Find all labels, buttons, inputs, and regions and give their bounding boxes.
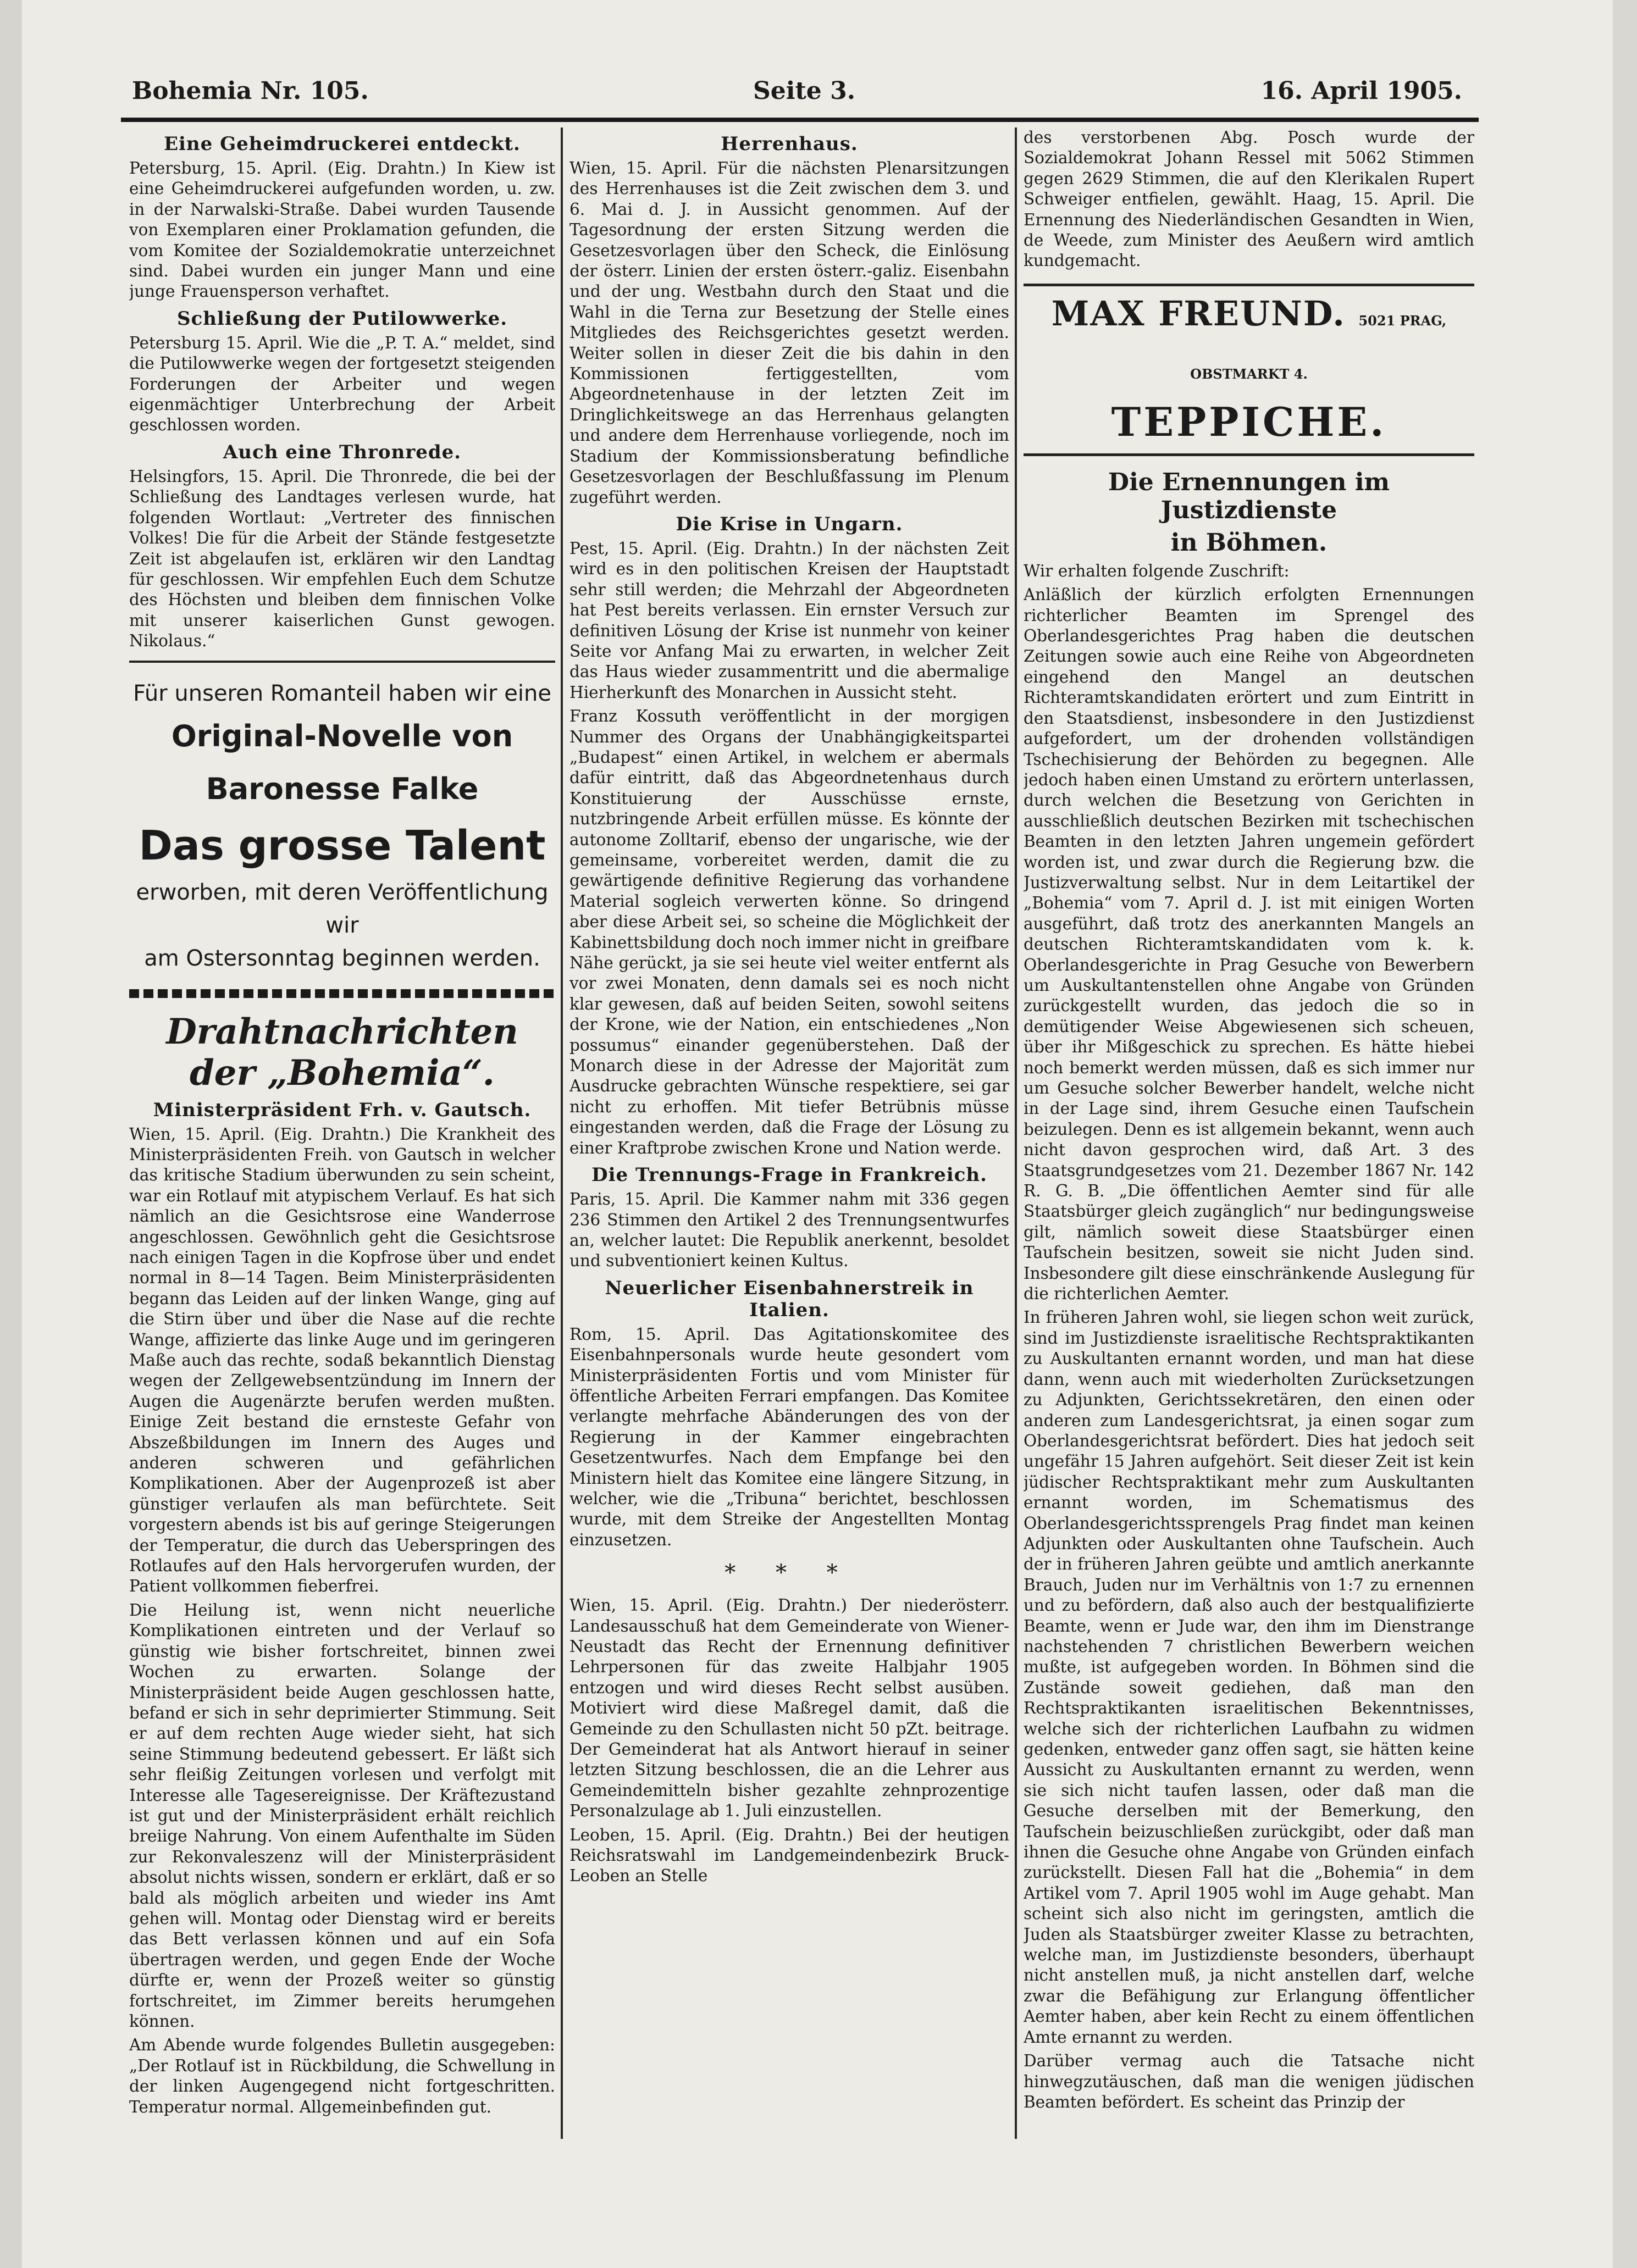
separator-stars: * * * — [725, 1560, 854, 1586]
article-text: Helsingfors, 15. April. Die Thronrede, die bei der Schließung des Landtages verlesen wurde, hat folgenden Wortlaut: „Vertreter des finnischen Volkes! Die für die Arbeit der Stände festgesetzte Zeit ist abgelaufen ist, erklären wir den Landtag für geschlossen. Wir empfehlen Euch dem Schutze des Höchsten und bleiben dem finnischen Volke mit unserer kaiserlichen Gunst gewogen. Nikolaus.“ — [129, 467, 555, 651]
issue-date: 16. April 1905. — [1260, 77, 1462, 105]
advertisement — [1024, 284, 1474, 456]
article-text: Wien, 15. April. (Eig. Drahtn.) Der niederösterr. Landesausschuß hat dem Gemeinderate von Wiener-Neustadt das Recht der Ernennung definitiver Lehrpersonen für das zweite Halbjahr 1905 entzogen und wird dieses Recht selbst ausüben. Motiviert wird diese Maßregel damit, daß die Gemeinde zu den Schullasten nicht 50 pZt. beitrage. Der Gemeinderat hat als Antwort hierauf in seiner letzten Sitzung beschlossen, die an die Lehrer aus Gemeindemitteln bisher gezahlte zehnprozentige Personalzulage ab 1. Juli einzustellen. — [569, 1596, 1009, 1821]
advertiser-name: MAX FREUND. — [1051, 293, 1346, 334]
advertised-product: TEPPICHE. — [1111, 398, 1387, 445]
ornamental-divider — [129, 989, 555, 998]
column-rule — [1015, 127, 1017, 2139]
column-middle — [569, 127, 1009, 2150]
article-heading: Eine Geheimdruckerei entdeckt. — [164, 133, 521, 155]
article-text: Anläßlich der kürzlich erfolgten Ernennungen richterlicher Beamten im Sprengel des Oberlandesgerichtes Prag haben die deutschen Zeitungen sowie auch eine Reihe von Abgeordneten eingehend den Mangel an deutschen Richteramtskandidaten erörtert und zum Eintritt in den Staatsdienst, insbesondere in den Justizdienst aufgefordert, um der drohenden vollständigen Tschechisierung der Behörden zu begegnen. Alle jedoch haben einen Umstand zu erörtern unterlassen, durch welchen die Besetzung von Gerichten in ausschließlich deutschen Bezirken mit tschechischen Beamten in den letzten Jahren ungemein gefördert worden ist, und zwar durch die Regierung bzw. die Justizverwaltung selbst. Nur in dem Leitartikel der „Bohemia“ vom 7. April d. J. ist mit einigen Worten ausgeführt, daß trotz des anerkannten Mangels an deutschen Richteramtskandidaten vom k. k. Oberlandesgerichte in Prag Gesuche von Bewerbern um Auskultantenstellen ohne Angabe von Gründen zurückgestellt wurden, das jedoch die so in demütigender Weise Abgewiesenen sich scheuen, über ihr Mißgeschick zu sprechen. Es hätte hiebei noch bemerkt werden müssen, daß es sich immer nur um Gesuche solcher Bewerber handelt, welche nicht in der Lage sind, ihrem Gesuche einen Taufschein beizulegen. Denn es ist allgemein bekannt, wenn auch nicht davon gesprochen wird, daß Art. 3 des Staatsgrundgesetzes vom 21. Dezember 1867 Nr. 142 R. G. B. „Die öffentlichen Aemter sind für alle Staatsbürger gleich zugänglich“ nur bedingungsweise gilt, nämlich soweit diese Staatsbürger einen Taufschein besitzen, soweit sie nicht Juden sind. Insbesondere gilt diese einschränkende Auslegung für die richterlichen Aemter. — [1024, 585, 1474, 1304]
article-heading: Ministerpräsident Frh. v. Gautsch. — [153, 1099, 532, 1121]
article-text: Wien, 15. April. (Eig. Drahtn.) Die Krankheit des Ministerpräsidenten Freih. von Gautsch in welcher das kritische Stadium überwunden zu sein scheint, war ein Rotlauf mit atypischem Verlauf. Es hat sich nämlich an die Gesichtsrose eine Wanderrose angeschlossen. Gewöhnlich geht die Gesichtsrose nach einigen Tagen in die Kopfrose über und endet normal in 8—14 Tagen. Beim Ministerpräsidenten begann das Leiden auf der linken Wange, ging auf die Stirn über und über die Nase auf die rechte Wange, affizierte das linke Auge und im geringeren Maße auch das rechte, sodaß bekanntlich Dienstag wegen der Zellgewebsentzündung im Innern der Augen die Augenärzte berufen werden mußten. Einige Zeit bestand die ernsteste Gefahr von Abszeßbildungen im Innern des Auges und anderen schweren und gefährlichen Komplikationen. Aber der Augenprozeß ist aber günstiger verlaufen als man befürchtete. Seit vorgestern abends ist bis auf geringe Steigerungen der Temperatur, die durch das Ueberspringen des Rotlaufes auf den Hals hervorgerufen wurden, der Patient vollkommen fieberfrei. — [129, 1124, 555, 1596]
novel-announcement — [129, 677, 555, 975]
article-text: Franz Kossuth veröffentlicht in der morgigen Nummer des Organs der Unabhängigkeitspartei „Budapest“ einen Artikel, in welchem er abermals dafür eintritt, daß das Abgeordnetenhaus durch Konstituierung der Ausschüsse ernste, nutzbringende Arbeit erfüllen müsse. Es könnte der autonome Zolltarif, ebenso der ungarische, wie der gemeinsame, vorbereitet werden, damit die zu gewärtigende definitive Regierung das vorhandene Material sogleich verwerten könne. So dringend aber diese Arbeit sei, so scheine die Möglichkeit der Kabinettsbildung doch noch immer nicht in greifbare Nähe gerückt, ja sie sei heute viel weiter entfernt als vor zwei Monaten, denn damals sei es noch nicht klar gewesen, daß auf beiden Seiten, sowohl seitens der Krone, wie der Nation, ein entschiedenes „Non possumus“ einander gegenüberstehen. Daß der Monarch diese in der Adresse der Majorität zum Ausdrucke gebrachten Wünsche respektiere, sei gar nicht zu erhoffen. Mit tiefer Betrübnis müsse eingestanden werden, daß die Frage der Lösung zu einer Kraftprobe zwischen Krone und Nation werde. — [569, 707, 1009, 1157]
announcement-line: am Ostersonntag beginnen werden. — [144, 945, 540, 971]
announcement-line: erworben, mit deren Veröffentlichung wir — [136, 879, 549, 938]
article-text: Die Heilung ist, wenn nicht neuerliche Komplikationen eintreten und der Verlauf so günstig wie bisher fortschreitet, binnen zwei Wochen zu erwarten. Solange der Ministerpräsident beide Augen geschlossen hatte, befand er sich in sehr deprimierter Stimmung. Seit er auf dem rechten Auge wieder sieht, hat sich seine Stimmung bedeutend gebessert. Er läßt sich sehr fleißig Zeitungen vorlesen und verfolgt mit Interesse alle Tagesereignisse. Der Kräftezustand ist gut und der Ministerpräsident erhält reichlich breiige Nahrung. Von einem Aufenthalte im Süden zur Rekonvaleszenz will der Ministerpräsident absolut nichts wissen, sondern er erklärt, daß er so bald als möglich arbeiten und wieder ins Amt gehen will. Montag oder Dienstag wird er bereits das Bett verlassen können und auf ein Sofa übertragen werden, und gegen Ende der Woche dürfte er, wenn der Prozeß weiter so günstig fortschreitet, im Zimmer bereits herumgehen können. — [129, 1600, 555, 2031]
section-divider — [129, 661, 555, 663]
article-text: Am Abende wurde folgendes Bulletin ausgegeben: „Der Rotlauf ist in Rückbildung, die Schwellung in der linken Augengegend nicht fortgeschritten. Temperatur normal. Allgemeinbefinden gut. — [129, 2036, 555, 2116]
advertiser-line — [1024, 291, 1474, 397]
article-text: In früheren Jahren wohl, sie liegen schon weit zurück, sind im Justizdienste israelitische Rechtspraktikanten zu Auskultanten ernannt worden, und man hat diese dann, wenn auch mit wiederholten Zurücksetzungen zu Adjunkten, Gerichtssekretären, den einen oder anderen zum Landesgerichtsrat, ja einen sogar zum Oberlandesgerichtsrat befördert. Dies hat jedoch seit ungefähr 15 Jahren aufgehört. Seit dieser Zeit ist kein jüdischer Rechtspraktikant mehr zum Auskultanten ernannt worden, im Schematismus des Oberlandesgerichtssprengels Prag findet man keinen Adjunkten oder Auskultanten ohne Taufschein. Auch der in früheren Jahren geübte und amtlich anerkannte Brauch, Juden nur im Verhältnis von 1:7 zu ernennen und zu befördern, daß also auch der bestqualifizierte Beamte, wenn er Jude war, den ihm im Dienstrange nachstehenden 7 christlichen Bewerbern weichen mußte, ist aufgegeben worden. In Böhmen sind die Zustände soweit gediehen, daß man den Rechtspraktikanten israelitischen Bekenntnisses, welche sich der richterlichen Laufbahn zu widmen gedenken, entweder ganz offen sagt, sie hätten keine Aussicht zu Auskultanten ernannt zu werden, wenn sie sich nicht taufen lassen, oder daß man die Gesuche derselben mit der Bemerkung, den Taufschein beizuschließen zurückgibt, oder daß man ihnen die Gesuche ohne Angabe von Gründen einfach zurückstellt. Diesen Fall hat die „Bohemia“ in dem Artikel vom 7. April 1905 wohl im Auge gehabt. Man scheint sich also nicht im geringsten, amtlich die Juden als Staatsbürger zweiter Klasse zu betrachten, welche man, im Justizdienste besonders, überhaupt nicht anstellen muß, ja nicht anstellen darf, welche zwar die Befähigung zur Erlangung öffentlicher Aemter haben, aber kein Recht zu einem öffentlichen Amte ernannt zu werden. — [1024, 1308, 1474, 2047]
article-text: Rom, 15. April. Das Agitationskomitee des Eisenbahnpersonals wurde heute gesondert vom Ministerpräsidenten Fortis und vom Minister für öffentliche Arbeiten Ferrari empfangen. Das Komitee verlangte mehrfache Abänderungen des von der Regierung in der Kammer eingebrachten Gesetzentwurfes. Nach dem Empfange bei den Ministern hielt das Komitee eine längere Sitzung, in welcher, wie die „Tribuna“ berichtet, beschlossen wurde, mit dem Streike der Angestellten Montag einzusetzen. — [569, 1324, 1009, 1549]
article-heading: Die Trennungs-Frage in Frankreich. — [591, 1164, 987, 1186]
article-subtitle: in Böhmen. — [1170, 528, 1328, 557]
header-rule — [121, 118, 1479, 122]
article-title: Die Ernennungen im Justizdienste — [1108, 468, 1390, 524]
article-text: Darüber vermag auch die Tatsache nicht hinwegzutäuschen, daß man die wenigen jüdischen Beamten befördert. Es scheint das Prinzip der — [1024, 2051, 1474, 2111]
page-header — [132, 71, 1462, 115]
article-text: Petersburg, 15. April. (Eig. Drahtn.) In Kiew ist eine Geheimdruckerei aufgefunden worden, u. zw. in der Narwalski-Straße. Dabei wurden Tausende von Exemplaren einer Proklamation gefunden, die vom Komitee der Sozialdemokratie unterzeichnet sind. Dabei wurden ein junger Mann und eine junge Frauensperson verhaftet. — [129, 159, 555, 301]
article-text: Paris, 15. April. Die Kammer nahm mit 336 gegen 236 Stimmen den Artikel 2 des Trennungsentwurfes an, welcher lautet: Die Republik anerkennt, besoldet und subventioniert keinen Kultus. — [569, 1190, 1009, 1271]
article-heading: Die Krise in Ungarn. — [676, 513, 903, 535]
article-text: Leoben, 15. April. (Eig. Drahtn.) Bei der heutigen Reichsratswahl im Landgemeindenbezirk Bruck-Leoben an Stelle — [569, 1825, 1009, 1886]
article-heading: Auch eine Thronrede. — [223, 441, 462, 463]
article-text: Wien, 15. April. Für die nächsten Plenarsitzungen des Herrenhauses ist die Zeit zwischen dem 3. und 6. Mai d. J. in Aussicht genommen. Auf der Tagesordnung der ersten Sitzung werden die Gesetzesvorlagen über den Scheck, die Einlösung der österr. Linien der ersten österr.-galiz. Eisenbahn und der ung. Westbahn durch den Staat und die Wahl in die Terna zur Besetzung der Stelle eines Mitgliedes des Reichsgerichtes gesetzt werden. Weiter sollen in dieser Zeit die bis dahin in den Kommissionen fertiggestellten, vom Abgeordnetenhause in der letzten Zeit im Dringlichkeitswege an das Herrenhaus gelangten und andere dem Herrenhause vorliegende, noch im Stadium der Kommissionsberatung befindliche Gesetzesvorlagen der Beschlußfassung im Plenum zugeführt werden. — [569, 159, 1009, 507]
article-heading: Herrenhaus. — [721, 133, 858, 155]
announcement-line: Für unseren Romanteil haben wir eine — [133, 680, 551, 706]
article-heading: Schließung der Putilowwerke. — [176, 307, 508, 330]
article-heading: Neuerlicher Eisenbahnerstreik in Italien. — [605, 1277, 974, 1321]
column-rule — [561, 127, 563, 2139]
announcement-title: Das grosse Talent — [139, 822, 546, 869]
article-text: des verstorbenen Abg. Posch wurde der Sozialdemokrat Johann Ressel mit 5062 Stimmen gegen 2629 Stimmen, die auf den Klerikalen Rupert Schweiger entfielen, gewählt. Haag, 15. April. Die Ernennung des Niederländischen Gesandten in Wien, de Weede, zum Minister des Aeußern wird amtlich kundgemacht. — [1024, 128, 1474, 270]
article-text: Petersburg 15. April. Wie die „P. T. A.“ meldet, sind die Putilowwerke wegen der fortgesetzt steigenden Forderungen der Arbeiter und wegen eigenmächtiger Unterbrechung der Arbeit geschlossen worden. — [129, 333, 555, 435]
page-edge-right — [1613, 0, 1637, 2268]
issue-label: Bohemia Nr. 105. — [132, 77, 369, 105]
column-left — [129, 127, 555, 2150]
page-edge-left — [0, 0, 22, 2268]
page-number: Seite 3. — [753, 77, 856, 105]
article-text: Pest, 15. April. (Eig. Drahtn.) In der nächsten Zeit wird es in den politischen Kreisen der Hauptstadt sehr still werden; die Mehrzahl der Abgeordneten hat Pest bereits verlassen. Ein ernster Versuch zur definitiven Lösung der Krise ist nunmehr von keiner Seite vor Anfang Mai zu erwarten, in welcher Zeit das Haus wieder zusammentritt und die abermalige Hierherkunft des Monarchen in Aussicht steht. — [569, 539, 1009, 702]
announcement-line: Original-Novelle von Baronesse Falke — [171, 718, 513, 806]
column-right — [1024, 127, 1474, 2150]
section-title: Drahtnachrichten der „Bohemia“. — [166, 1011, 518, 1094]
article-text: Wir erhalten folgende Zuschrift: — [1024, 561, 1290, 580]
advertiser-address: 5021 PRAG, OBSTMARKT 4. — [1190, 312, 1447, 382]
